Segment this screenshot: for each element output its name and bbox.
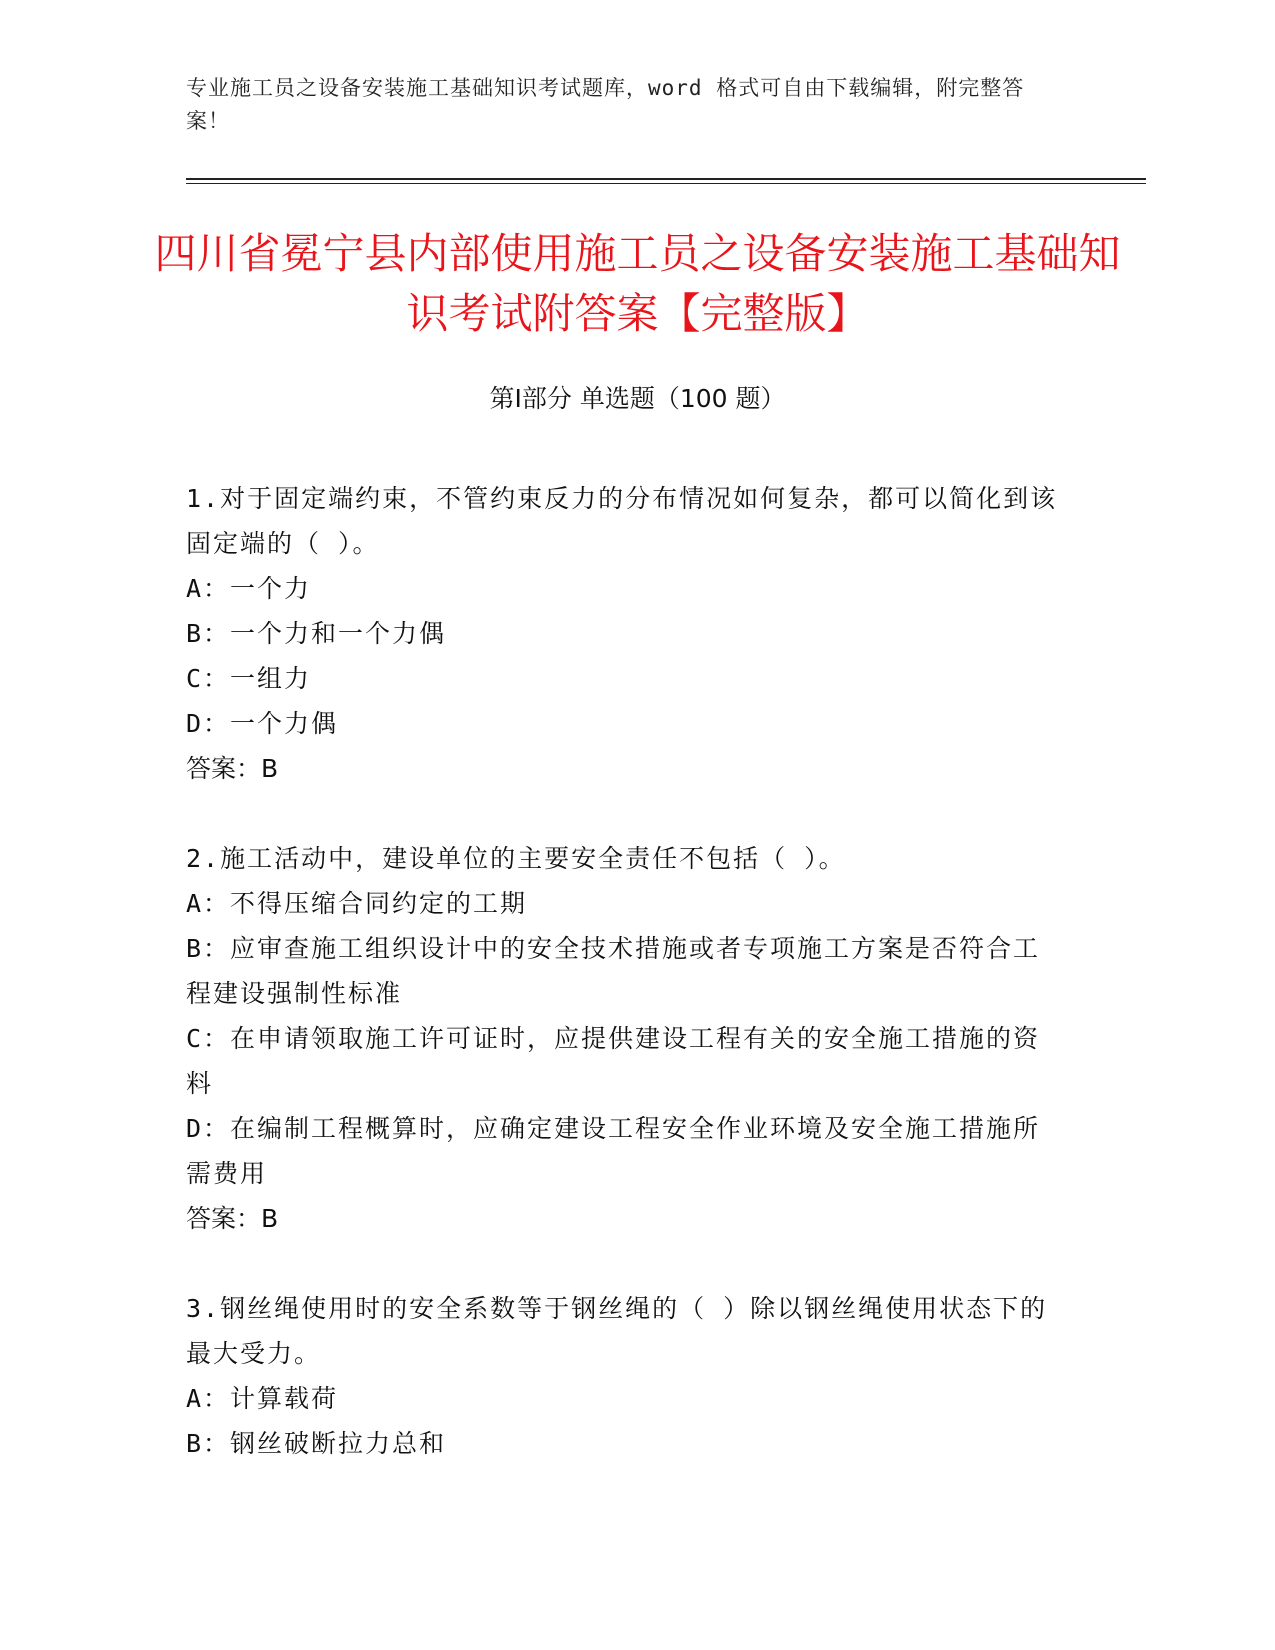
option-a: A：不得压缩合同约定的工期 <box>186 889 528 918</box>
question-text: 1.对于固定端约束，不管约束反力的分布情况如何复杂，都可以简化到该固定端的（ ）。 <box>186 484 1058 558</box>
header-divider-thin <box>186 183 1146 184</box>
option-a: A：一个力 <box>186 574 312 603</box>
option-b: B：钢丝破断拉力总和 <box>186 1429 447 1458</box>
question-text: 2.施工活动中，建设单位的主要安全责任不包括（ ）。 <box>186 844 846 873</box>
answer: 答案：B <box>186 1204 279 1233</box>
header-note: 专业施工员之设备安装施工基础知识考试题库，word 格式可自由下载编辑，附完整答案！ <box>186 76 1025 133</box>
document-title: 四川省冕宁县内部使用施工员之设备安装施工基础知识考试附答案【完整版】 <box>154 229 1121 338</box>
question-1 <box>186 476 1066 791</box>
option-a: A：计算载荷 <box>186 1384 339 1413</box>
question-3 <box>186 1286 1066 1466</box>
option-b: B：应审查施工组织设计中的安全技术措施或者专项施工方案是否符合工程建设强制性标准 <box>186 934 1041 1008</box>
question-text: 3.钢丝绳使用时的安全系数等于钢丝绳的（ ）除以钢丝绳使用状态下的最大受力。 <box>186 1294 1048 1368</box>
section-heading: 第Ⅰ部分 单选题（100 题） <box>489 384 786 413</box>
option-d: D：一个力偶 <box>186 709 339 738</box>
question-2 <box>186 836 1066 1241</box>
option-c: C：一组力 <box>186 664 312 693</box>
option-b: B：一个力和一个力偶 <box>186 619 447 648</box>
answer: 答案：B <box>186 754 279 783</box>
option-d: D：在编制工程概算时，应确定建设工程安全作业环境及安全施工措施所需费用 <box>186 1114 1041 1188</box>
option-c: C：在申请领取施工许可证时，应提供建设工程有关的安全施工措施的资料 <box>186 1024 1041 1098</box>
question-list <box>186 476 1066 1511</box>
header-divider-thick <box>186 178 1146 180</box>
